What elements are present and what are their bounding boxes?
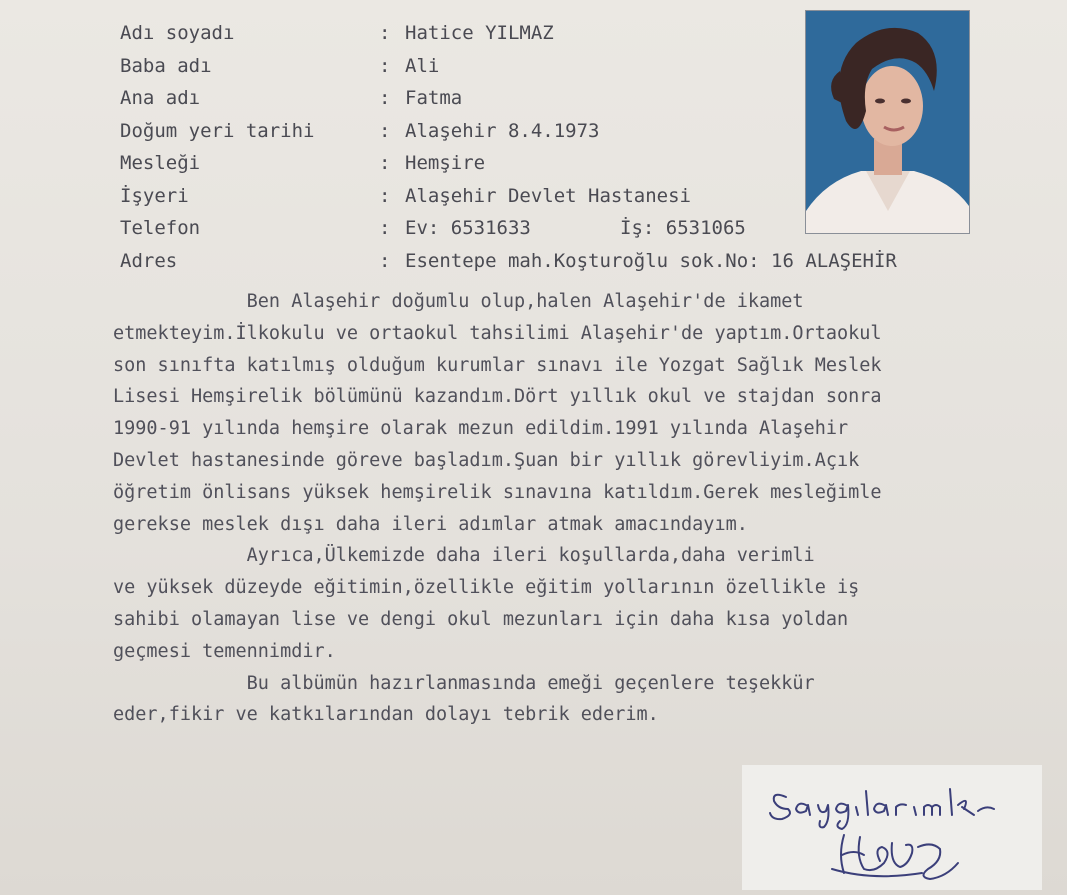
text-line: son sınıfta katılmış olduğum kurumlar sınavı ile Yozgat Sağlık Meslek	[113, 354, 882, 376]
portrait-photo	[805, 10, 970, 234]
info-colon: :	[379, 152, 391, 174]
text-line: Ben Alaşehir doğumlu olup,halen Alaşehir'de ikamet	[113, 291, 804, 312]
info-label: Telefon	[120, 217, 201, 239]
info-value: Fatma	[405, 87, 463, 109]
info-value: Alaşehir Devlet Hastanesi	[405, 184, 691, 207]
info-colon: :	[379, 249, 391, 272]
handwritten-signature	[742, 765, 1042, 890]
text-line: Ayrıca,Ülkemizde daha ileri koşullarda,daha verimli	[113, 545, 815, 567]
text-line: Lisesi Hemşirelik bölümünü kazandım.Dört yıllık okul ve stajdan sonra	[113, 386, 882, 408]
text-line: Devlet hastanesinde göreve başladım.Şuan bir yıllık görevliyim.Açık	[113, 449, 860, 471]
info-label: Adı soyadı	[120, 22, 235, 44]
text-line: 1990-91 yılında hemşire olarak mezun edildim.1991 yılında Alaşehir	[113, 418, 849, 440]
text-line: öğretim önlisans yüksek hemşirelik sınavına katıldım.Gerek mesleğimle	[113, 481, 882, 503]
info-value: Ev: 6531633	[405, 217, 531, 239]
info-value: Hemşire	[405, 152, 486, 174]
text-line: geçmesi temennimdir.	[113, 640, 336, 662]
info-colon: :	[379, 87, 391, 109]
info-colon: :	[379, 119, 391, 142]
text-line: gerekse meslek dışı daha ileri adımlar atmak amacındayım.	[113, 513, 748, 535]
portrait-image	[806, 11, 969, 233]
info-value: Esentepe mah.Koşturoğlu sok.No: 16 ALAŞEHİR	[405, 249, 897, 272]
paragraph-3	[113, 668, 1058, 732]
info-value: Ali	[405, 54, 440, 77]
info-colon: :	[379, 184, 391, 207]
info-value: Alaşehir 8.4.1973	[405, 119, 600, 142]
info-label: Mesleği	[120, 152, 201, 174]
info-label: Adres	[120, 249, 178, 272]
text-line: sahibi olamayan lise ve dengi okul mezunları için daha kısa yoldan	[113, 608, 849, 630]
text-line: ve yüksek düzeyde eğitimin,özellikle eğitim yollarının özellikle iş	[113, 577, 860, 599]
info-label: Baba adı	[120, 54, 212, 77]
info-value: Hatice YILMAZ	[405, 22, 554, 44]
info-label: İşyeri	[120, 184, 189, 207]
info-colon: :	[379, 217, 391, 239]
info-label: Ana adı	[120, 87, 201, 109]
text-line: Bu albümün hazırlanmasında emeği geçenlere teşekkür	[113, 672, 815, 694]
info-value-work-phone: İş: 6531065	[620, 217, 746, 239]
info-label: Doğum yeri tarihi	[120, 119, 315, 142]
text-line: etmekteyim.İlkokulu ve ortaokul tahsilimi Alaşehir'de yaptım.Ortaokul	[113, 322, 882, 344]
letter-body	[113, 286, 1058, 731]
signature-area	[742, 765, 1042, 890]
info-colon: :	[379, 54, 391, 77]
text-line: eder,fikir ve katkılarından dolayı tebrik ederim.	[113, 704, 659, 726]
paragraph-1	[113, 286, 1058, 540]
paragraph-2	[113, 540, 1058, 667]
info-colon: :	[379, 22, 391, 44]
